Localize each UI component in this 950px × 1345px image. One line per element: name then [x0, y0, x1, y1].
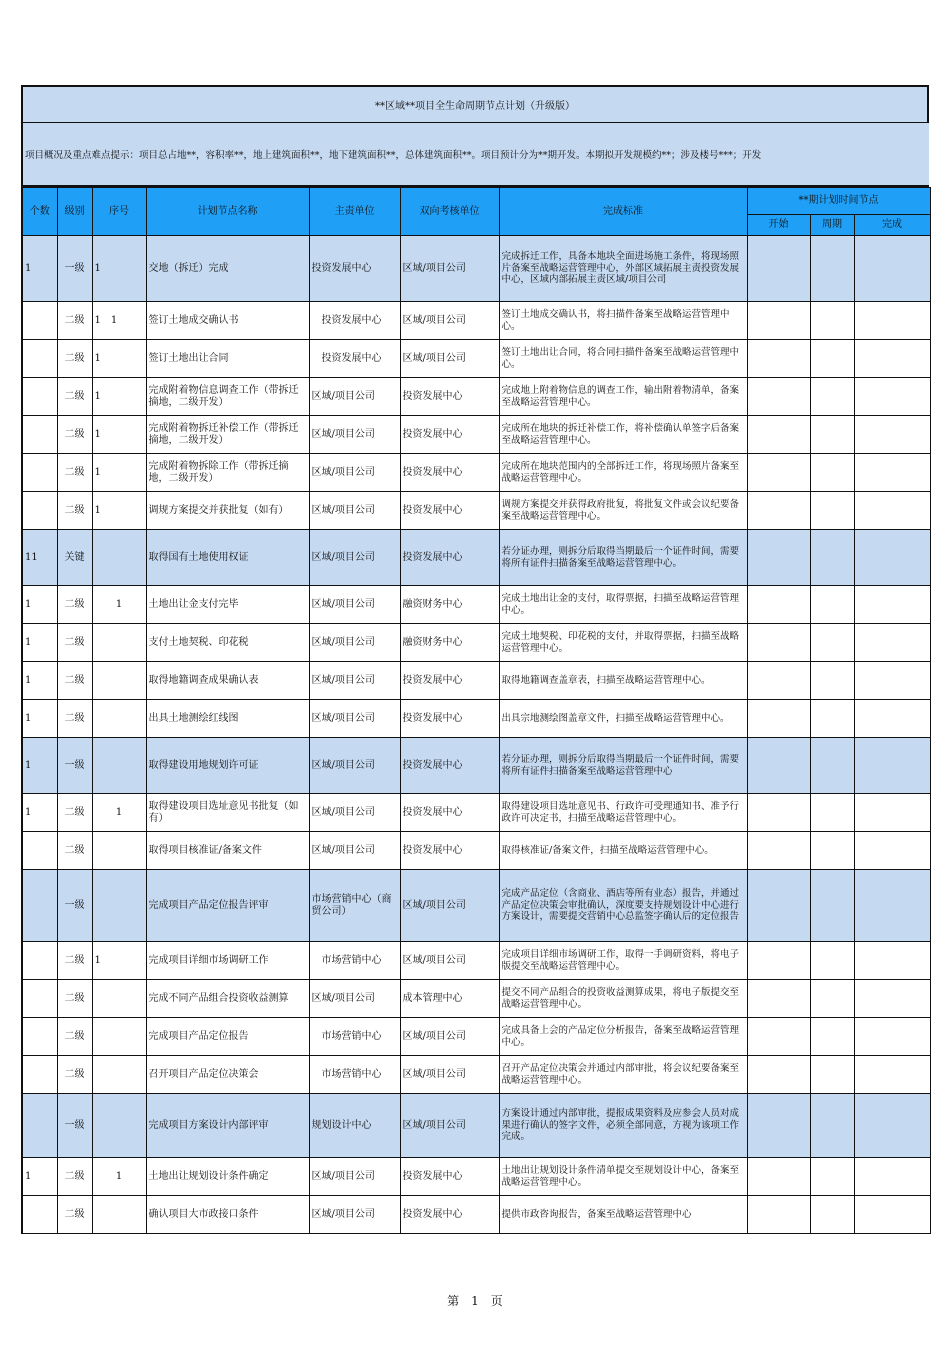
cell-standard: 取得核准证/备案文件，扫描至战略运营管理中心。 [499, 832, 747, 870]
cell-owner: 区域/项目公司 [309, 980, 400, 1018]
cell-cycle[interactable] [810, 378, 854, 416]
cell-seq [92, 530, 146, 586]
cell-standard: 完成项目详细市场调研工作，取得一手调研资料，将电子版提交至战略运营管理中心。 [499, 942, 747, 980]
cell-count [22, 302, 57, 340]
cell-owner: 市场营销中心 [309, 1018, 400, 1056]
table-row [22, 492, 930, 530]
cell-count [22, 1094, 57, 1158]
cell-cycle[interactable] [810, 980, 854, 1018]
cell-finish[interactable] [854, 1094, 930, 1158]
cell-node-name: 土地出让金支付完毕 [146, 586, 309, 624]
cell-cycle[interactable] [810, 492, 854, 530]
sheet-title: **区域**项目全生命周期节点计划（升级版） [21, 85, 929, 123]
cell-count: 1 [22, 738, 57, 794]
cell-reviewer: 投资发展中心 [400, 700, 499, 738]
cell-node-name: 签订土地成交确认书 [146, 302, 309, 340]
cell-standard: 签订土地出让合同，将合同扫描件备案至战略运营管理中心。 [499, 340, 747, 378]
cell-start[interactable] [747, 302, 810, 340]
cell-standard: 取得地籍调查盖章表，扫描至战略运营管理中心。 [499, 662, 747, 700]
cell-node-name: 完成附着物拆迁补偿工作（带拆迁摘地，二级开发） [146, 416, 309, 454]
header-reviewer: 双向考核单位 [400, 188, 499, 236]
cell-standard: 完成地上附着物信息的调查工作，输出附着物清单，备案至战略运营管理中心。 [499, 378, 747, 416]
cell-count: 1 [22, 624, 57, 662]
cell-seq [92, 832, 146, 870]
cell-start[interactable] [747, 980, 810, 1018]
cell-cycle[interactable] [810, 870, 854, 942]
cell-count: 1 [22, 794, 57, 832]
header-owner: 主责单位 [309, 188, 400, 236]
cell-count: 1 [22, 700, 57, 738]
cell-count [22, 378, 57, 416]
table-row [22, 530, 930, 586]
cell-cycle[interactable] [810, 738, 854, 794]
cell-node-name: 完成项目方案设计内部评审 [146, 1094, 309, 1158]
cell-finish[interactable] [854, 530, 930, 586]
cell-standard: 完成具备上会的产品定位分析报告，备案至战略运营管理中心。 [499, 1018, 747, 1056]
cell-count [22, 1196, 57, 1234]
cell-node-name: 支付土地契税、印花税 [146, 624, 309, 662]
cell-seq [92, 738, 146, 794]
table-row [22, 662, 930, 700]
header-finish: 完成 [854, 215, 930, 236]
cell-standard: 完成土地出让金的支付，取得票据，扫描至战略运营管理中心。 [499, 586, 747, 624]
cell-finish[interactable] [854, 492, 930, 530]
cell-owner: 区域/项目公司 [309, 794, 400, 832]
cell-level: 关键 [57, 530, 92, 586]
table-row [22, 870, 930, 942]
cell-start[interactable] [747, 1158, 810, 1196]
cell-count [22, 942, 57, 980]
cell-start[interactable] [747, 870, 810, 942]
cell-cycle[interactable] [810, 340, 854, 378]
cell-seq: 1 [92, 340, 146, 378]
cell-finish[interactable] [854, 832, 930, 870]
cell-cycle[interactable] [810, 794, 854, 832]
cell-count: 1 [22, 1158, 57, 1196]
cell-finish[interactable] [854, 302, 930, 340]
cell-node-name: 签订土地出让合同 [146, 340, 309, 378]
cell-reviewer: 融资财务中心 [400, 586, 499, 624]
cell-standard: 完成产品定位（含商业、酒店等所有业态）报告，并通过产品定位决策会审批确认，深度要支持规划设计中心进行方案设计，需要提交营销中心总监签字确认后的定位报告 [499, 870, 747, 942]
cell-start[interactable] [747, 378, 810, 416]
cell-node-name: 完成项目产品定位报告评审 [146, 870, 309, 942]
cell-owner: 区域/项目公司 [309, 1158, 400, 1196]
cell-standard: 完成所在地块的拆迁补偿工作，将补偿确认单签字后备案至战略运营管理中心。 [499, 416, 747, 454]
table-row [22, 454, 930, 492]
cell-start[interactable] [747, 1056, 810, 1094]
cell-cycle[interactable] [810, 942, 854, 980]
cell-node-name: 取得地籍调查成果确认表 [146, 662, 309, 700]
cell-finish[interactable] [854, 1196, 930, 1234]
cell-standard: 完成拆迁工作，具备本地块全面进场施工条件，将现场照片备案至战略运营管理中心，外部区域拓展主责投资发展中心，区域内部拓展主责区域/项目公司 [499, 236, 747, 302]
cell-reviewer: 投资发展中心 [400, 794, 499, 832]
cell-cycle[interactable] [810, 1094, 854, 1158]
cell-level: 二级 [57, 624, 92, 662]
cell-finish[interactable] [854, 586, 930, 624]
cell-cycle[interactable] [810, 454, 854, 492]
table-row [22, 1196, 930, 1234]
cell-owner: 区域/项目公司 [309, 1196, 400, 1234]
cell-owner: 区域/项目公司 [309, 662, 400, 700]
cell-owner: 投资发展中心 [309, 236, 400, 302]
cell-node-name: 土地出让规划设计条件确定 [146, 1158, 309, 1196]
cell-count: 11 [22, 530, 57, 586]
cell-cycle[interactable] [810, 1018, 854, 1056]
header-standard: 完成标准 [499, 188, 747, 236]
cell-standard: 召开产品定位决策会并通过内部审批，将会议纪要备案至战略运营管理中心。 [499, 1056, 747, 1094]
cell-standard: 若分证办理，则拆分后取得当期最后一个证件时间，需要将所有证件扫描备案至战略运营管理中心 [499, 738, 747, 794]
cell-node-name: 完成项目详细市场调研工作 [146, 942, 309, 980]
cell-level: 二级 [57, 662, 92, 700]
cell-count [22, 1056, 57, 1094]
cell-start[interactable] [747, 586, 810, 624]
cell-node-name: 确认项目大市政接口条件 [146, 1196, 309, 1234]
table-row [22, 624, 930, 662]
cell-level: 二级 [57, 794, 92, 832]
cell-level: 二级 [57, 1056, 92, 1094]
cell-level: 二级 [57, 700, 92, 738]
cell-standard: 提供市政咨询报告，备案至战略运营管理中心 [499, 1196, 747, 1234]
cell-node-name: 召开项目产品定位决策会 [146, 1056, 309, 1094]
cell-owner: 区域/项目公司 [309, 530, 400, 586]
cell-owner: 区域/项目公司 [309, 416, 400, 454]
cell-cycle[interactable] [810, 832, 854, 870]
cell-seq [92, 1056, 146, 1094]
cell-node-name: 完成项目产品定位报告 [146, 1018, 309, 1056]
cell-node-name: 完成附着物拆除工作（带拆迁摘地，二级开发） [146, 454, 309, 492]
cell-level: 一级 [57, 1094, 92, 1158]
cell-cycle[interactable] [810, 1196, 854, 1234]
cell-owner: 市场营销中心 [309, 942, 400, 980]
cell-level: 一级 [57, 738, 92, 794]
cell-reviewer: 投资发展中心 [400, 454, 499, 492]
cell-count [22, 492, 57, 530]
header-period-group: **期计划时间节点 [747, 188, 930, 215]
cell-owner: 市场营销中心 [309, 1056, 400, 1094]
cell-reviewer: 区域/项目公司 [400, 1094, 499, 1158]
cell-reviewer: 投资发展中心 [400, 1196, 499, 1234]
cell-cycle[interactable] [810, 586, 854, 624]
table-row [22, 832, 930, 870]
cell-start[interactable] [747, 340, 810, 378]
cell-owner: 区域/项目公司 [309, 700, 400, 738]
table-row [22, 794, 930, 832]
cell-cycle[interactable] [810, 236, 854, 302]
cell-count: 1 [22, 236, 57, 302]
cell-count: 1 [22, 586, 57, 624]
cell-reviewer: 成本管理中心 [400, 980, 499, 1018]
cell-reviewer: 区域/项目公司 [400, 1018, 499, 1056]
cell-cycle[interactable] [810, 700, 854, 738]
cell-level: 二级 [57, 586, 92, 624]
cell-standard: 方案设计通过内部审批，提报成果资料及应参会人员对成果进行确认的签字文件，必须全部同意，方视为该项工作完成。 [499, 1094, 747, 1158]
cell-seq: 1 [92, 378, 146, 416]
cell-seq [92, 870, 146, 942]
cell-standard: 完成所在地块范围内的全部拆迁工作，将现场照片备案至战略运营管理中心。 [499, 454, 747, 492]
cell-count [22, 340, 57, 378]
cell-node-name: 调规方案提交并获批复（如有） [146, 492, 309, 530]
plan-sheet [21, 85, 929, 1234]
cell-seq: 1 [92, 1158, 146, 1196]
cell-node-name: 出具土地测绘红线图 [146, 700, 309, 738]
cell-start[interactable] [747, 624, 810, 662]
cell-finish[interactable] [854, 980, 930, 1018]
cell-level: 二级 [57, 980, 92, 1018]
cell-owner: 市场营销中心（商贸公司） [309, 870, 400, 942]
cell-owner: 区域/项目公司 [309, 832, 400, 870]
cell-seq [92, 980, 146, 1018]
cell-level: 二级 [57, 1018, 92, 1056]
table-row [22, 236, 930, 302]
cell-finish[interactable] [854, 454, 930, 492]
cell-finish[interactable] [854, 236, 930, 302]
cell-node-name: 完成附着物信息调查工作（带拆迁摘地，二级开发） [146, 378, 309, 416]
cell-seq: 1 1 [92, 302, 146, 340]
cell-owner: 区域/项目公司 [309, 378, 400, 416]
cell-level: 一级 [57, 236, 92, 302]
cell-finish[interactable] [854, 662, 930, 700]
cell-reviewer: 区域/项目公司 [400, 1056, 499, 1094]
header-level: 级别 [57, 188, 92, 236]
cell-start[interactable] [747, 942, 810, 980]
table-row [22, 586, 930, 624]
cell-reviewer: 投资发展中心 [400, 738, 499, 794]
cell-finish[interactable] [854, 1018, 930, 1056]
node-plan-table [21, 187, 931, 1234]
table-row [22, 1094, 930, 1158]
cell-count [22, 870, 57, 942]
cell-seq [92, 1196, 146, 1234]
cell-seq [92, 1018, 146, 1056]
cell-cycle[interactable] [810, 1056, 854, 1094]
cell-start[interactable] [747, 454, 810, 492]
cell-seq: 1 [92, 416, 146, 454]
cell-finish[interactable] [854, 870, 930, 942]
cell-node-name: 取得国有土地使用权证 [146, 530, 309, 586]
cell-count [22, 454, 57, 492]
cell-start[interactable] [747, 738, 810, 794]
table-row [22, 302, 930, 340]
cell-start[interactable] [747, 492, 810, 530]
table-row [22, 1158, 930, 1196]
cell-start[interactable] [747, 236, 810, 302]
cell-level: 一级 [57, 870, 92, 942]
cell-standard: 出具宗地测绘图盖章文件，扫描至战略运营管理中心。 [499, 700, 747, 738]
cell-start[interactable] [747, 416, 810, 454]
cell-reviewer: 投资发展中心 [400, 832, 499, 870]
cell-owner: 规划设计中心 [309, 1094, 400, 1158]
cell-seq [92, 624, 146, 662]
table-row [22, 980, 930, 1018]
cell-owner: 区域/项目公司 [309, 586, 400, 624]
cell-cycle[interactable] [810, 302, 854, 340]
cell-node-name: 取得项目核准证/备案文件 [146, 832, 309, 870]
table-row [22, 340, 930, 378]
cell-standard: 土地出让规划设计条件清单提交至规划设计中心，备案至战略运营管理中心。 [499, 1158, 747, 1196]
cell-start[interactable] [747, 1094, 810, 1158]
cell-level: 二级 [57, 378, 92, 416]
cell-cycle[interactable] [810, 416, 854, 454]
cell-seq [92, 662, 146, 700]
cell-standard: 调规方案提交并获得政府批复，将批复文件或会议纪要备案至战略运营管理中心。 [499, 492, 747, 530]
cell-level: 二级 [57, 454, 92, 492]
cell-finish[interactable] [854, 942, 930, 980]
cell-cycle[interactable] [810, 530, 854, 586]
cell-start[interactable] [747, 700, 810, 738]
cell-finish[interactable] [854, 340, 930, 378]
cell-standard: 签订土地成交确认书，将扫描件备案至战略运营管理中心。 [499, 302, 747, 340]
table-body [22, 236, 930, 1234]
cell-finish[interactable] [854, 416, 930, 454]
cell-standard: 若分证办理，则拆分后取得当期最后一个证件时间，需要将所有证件扫描备案至战略运营管理中心。 [499, 530, 747, 586]
cell-seq: 1 [92, 454, 146, 492]
cell-reviewer: 区域/项目公司 [400, 942, 499, 980]
header-cycle: 周期 [810, 215, 854, 236]
cell-start[interactable] [747, 530, 810, 586]
cell-seq: 1 [92, 942, 146, 980]
cell-seq: 1 [92, 586, 146, 624]
cell-reviewer: 区域/项目公司 [400, 236, 499, 302]
cell-finish[interactable] [854, 1158, 930, 1196]
cell-start[interactable] [747, 1196, 810, 1234]
cell-reviewer: 区域/项目公司 [400, 340, 499, 378]
cell-reviewer: 区域/项目公司 [400, 870, 499, 942]
cell-level: 二级 [57, 942, 92, 980]
cell-seq [92, 700, 146, 738]
cell-finish[interactable] [854, 794, 930, 832]
cell-reviewer: 投资发展中心 [400, 492, 499, 530]
cell-finish[interactable] [854, 1056, 930, 1094]
cell-count [22, 980, 57, 1018]
table-row [22, 942, 930, 980]
table-row [22, 1018, 930, 1056]
table-row [22, 1056, 930, 1094]
cell-level: 二级 [57, 492, 92, 530]
cell-seq: 1 [92, 492, 146, 530]
cell-reviewer: 投资发展中心 [400, 416, 499, 454]
cell-node-name: 交地（拆迁）完成 [146, 236, 309, 302]
cell-reviewer: 区域/项目公司 [400, 302, 499, 340]
cell-reviewer: 投资发展中心 [400, 662, 499, 700]
cell-owner: 投资发展中心 [309, 340, 400, 378]
cell-owner: 区域/项目公司 [309, 492, 400, 530]
cell-finish[interactable] [854, 738, 930, 794]
cell-level: 二级 [57, 416, 92, 454]
cell-start[interactable] [747, 832, 810, 870]
cell-count [22, 416, 57, 454]
page-number: 第 1 页 [447, 1294, 503, 1308]
cell-seq: 1 [92, 236, 146, 302]
cell-owner: 投资发展中心 [309, 302, 400, 340]
cell-standard: 完成土地契税、印花税的支付，并取得票据，扫描至战略运营管理中心。 [499, 624, 747, 662]
cell-count [22, 1018, 57, 1056]
header-count: 个数 [22, 188, 57, 236]
cell-seq [92, 1094, 146, 1158]
cell-cycle[interactable] [810, 624, 854, 662]
cell-level: 二级 [57, 340, 92, 378]
cell-cycle[interactable] [810, 662, 854, 700]
cell-level: 二级 [57, 832, 92, 870]
table-row [22, 700, 930, 738]
table-row [22, 378, 930, 416]
header-seq: 序号 [92, 188, 146, 236]
header-start: 开始 [747, 215, 810, 236]
cell-level: 二级 [57, 1158, 92, 1196]
cell-owner: 区域/项目公司 [309, 738, 400, 794]
cell-standard: 取得建设项目选址意见书、行政许可受理通知书、准予行政许可决定书，扫描至战略运营管理中心。 [499, 794, 747, 832]
cell-reviewer: 投资发展中心 [400, 378, 499, 416]
cell-reviewer: 投资发展中心 [400, 530, 499, 586]
cell-start[interactable] [747, 1018, 810, 1056]
cell-start[interactable] [747, 662, 810, 700]
cell-count [22, 832, 57, 870]
header-node-name: 计划节点名称 [146, 188, 309, 236]
table-row [22, 738, 930, 794]
cell-node-name: 取得建设项目选址意见书批复（如有） [146, 794, 309, 832]
cell-start[interactable] [747, 794, 810, 832]
cell-level: 二级 [57, 302, 92, 340]
cell-reviewer: 投资发展中心 [400, 1158, 499, 1196]
cell-owner: 区域/项目公司 [309, 454, 400, 492]
cell-owner: 区域/项目公司 [309, 624, 400, 662]
cell-cycle[interactable] [810, 1158, 854, 1196]
cell-finish[interactable] [854, 378, 930, 416]
cell-count: 1 [22, 662, 57, 700]
project-summary: 项目概况及重点难点提示：项目总占地**，容积率**，地上建筑面积**，地下建筑面积**，总体建筑面积**。项目预计分为**期开发。本期拟开发规模约**；涉及楼号***；开发 [21, 123, 929, 187]
cell-reviewer: 融资财务中心 [400, 624, 499, 662]
cell-node-name: 取得建设用地规划许可证 [146, 738, 309, 794]
cell-standard: 提交不同产品组合的投资收益测算成果，将电子版提交至战略运营管理中心。 [499, 980, 747, 1018]
cell-node-name: 完成不同产品组合投资收益测算 [146, 980, 309, 1018]
cell-finish[interactable] [854, 700, 930, 738]
cell-finish[interactable] [854, 624, 930, 662]
table-row [22, 416, 930, 454]
cell-level: 二级 [57, 1196, 92, 1234]
cell-seq: 1 [92, 794, 146, 832]
